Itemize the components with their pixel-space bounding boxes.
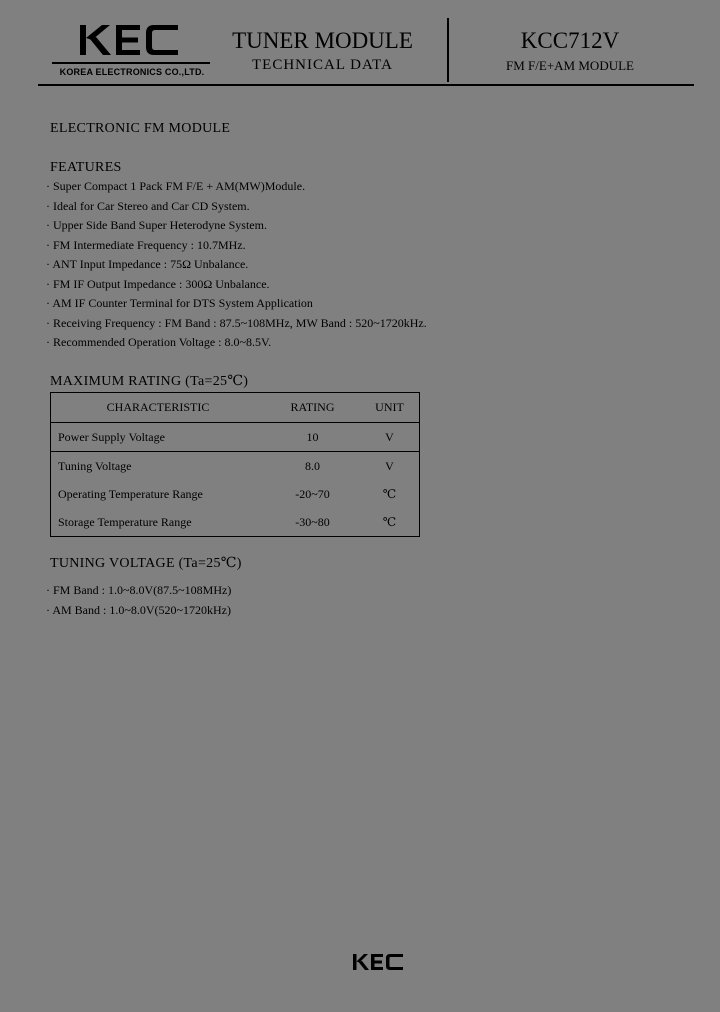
cell-characteristic: Operating Temperature Range: [58, 486, 203, 501]
table-header-row: [51, 393, 420, 423]
features-heading: FEATURES: [50, 160, 122, 175]
kec-logo: [78, 22, 182, 58]
document-title: ELECTRONIC FM MODULE: [50, 121, 231, 136]
feature-item: · ANT Input Impedance : 75Ω Unbalance.: [46, 257, 249, 271]
cell-unit: ℃: [382, 486, 397, 501]
header-divider: [447, 18, 449, 82]
footer-kec-logo: [352, 952, 404, 972]
feature-item: · Upper Side Band Super Heterodyne System.: [46, 218, 267, 232]
tuning-voltage-heading: TUNING VOLTAGE (Ta=25℃): [50, 556, 242, 571]
feature-item: · FM IF Output Impedance : 300Ω Unbalance.: [46, 276, 270, 291]
cell-unit: ℃: [382, 514, 397, 529]
logo-underline: [52, 62, 210, 64]
cell-rating: 8.0: [305, 458, 320, 473]
column-header-unit: UNIT: [360, 393, 420, 423]
header-title: TUNER MODULE: [232, 28, 413, 53]
feature-item: · FM Intermediate Frequency : 10.7MHz.: [46, 237, 246, 252]
features-list: [46, 177, 427, 353]
feature-item: · AM IF Counter Terminal for DTS System Application: [46, 296, 313, 310]
cell-characteristic: Power Supply Voltage: [51, 423, 266, 452]
feature-item: · Recommended Operation Voltage : 8.0~8.5V.: [46, 335, 272, 349]
max-rating-table: [50, 392, 420, 537]
max-rating-heading: MAXIMUM RATING (Ta=25℃): [50, 374, 249, 389]
tuning-voltage-list: [46, 581, 231, 620]
cell-unit: V: [385, 458, 394, 473]
header-rule: [38, 84, 694, 86]
company-name: KOREA ELECTRONICS CO.,LTD.: [59, 67, 205, 77]
column-header-characteristic: CHARACTERISTIC: [51, 393, 266, 423]
tuning-item: · FM Band : 1.0~8.0V(87.5~108MHz): [46, 583, 232, 597]
part-description: FM F/E+AM MODULE: [506, 58, 634, 73]
feature-item: · Receiving Frequency : FM Band : 87.5~108MHz, MW Band : 520~1720kHz.: [46, 315, 427, 330]
cell-unit: V: [360, 423, 420, 452]
header-subtitle: TECHNICAL DATA: [252, 57, 393, 73]
cell-characteristic: Tuning Voltage: [58, 458, 132, 473]
cell-characteristic: Storage Temperature Range: [58, 514, 192, 529]
tuning-item: · AM Band : 1.0~8.0V(520~1720kHz): [46, 602, 231, 617]
table-row: [51, 508, 420, 537]
table-row: [51, 452, 420, 481]
table-row: [51, 423, 420, 452]
feature-item: · Ideal for Car Stereo and Car CD System.: [46, 198, 250, 213]
table-row: [51, 480, 420, 508]
feature-item: · Super Compact 1 Pack FM F/E + AM(MW)Module.: [46, 179, 306, 193]
cell-rating: -20~70: [295, 486, 330, 501]
cell-rating: 10: [265, 423, 360, 452]
part-number: KCC712V: [520, 28, 620, 53]
column-header-rating: RATING: [265, 393, 360, 423]
cell-rating: -30~80: [295, 514, 330, 529]
